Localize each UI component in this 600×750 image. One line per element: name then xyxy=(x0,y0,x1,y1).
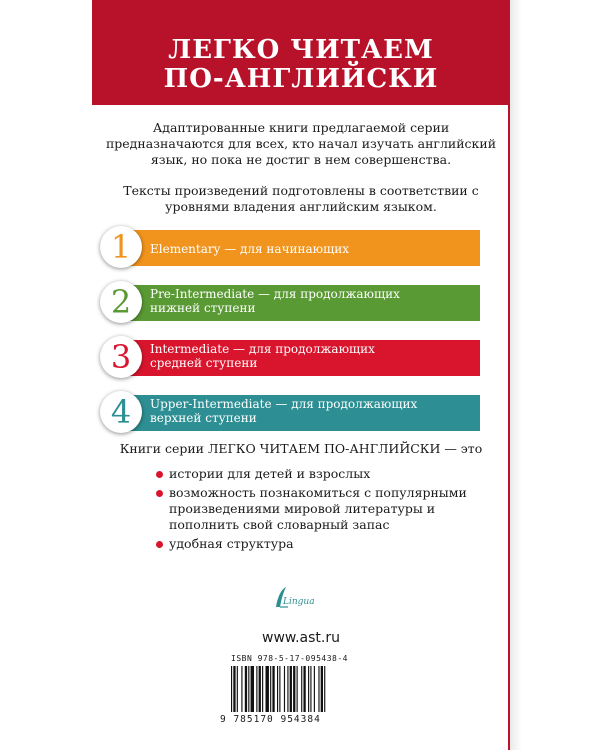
level-1-label: Elementary — для начинающих xyxy=(150,242,350,256)
level-4-label: Upper-Intermediate — для продолжающих верхней ступени xyxy=(150,397,418,425)
barcode-bar xyxy=(293,666,295,712)
bullet-dot-icon xyxy=(156,490,163,497)
level-2-number: 2 xyxy=(100,281,142,323)
barcode-bar xyxy=(287,666,288,712)
bullet-dot-icon xyxy=(156,541,163,548)
barcode-bar xyxy=(321,666,323,712)
barcode-bar xyxy=(314,666,315,712)
publisher-website: www.ast.ru xyxy=(262,630,340,646)
barcode-bar xyxy=(259,666,261,712)
series-title-line1: ЛЕГКО ЧИТАЕМ xyxy=(168,35,434,65)
barcode-bar xyxy=(233,666,235,712)
intro-paragraph-1: Адаптированные книги предлагаемой серии предназначаются для всех, кто начал изучать английский язык, но пока не достиг в нем совершенства. xyxy=(105,120,497,167)
barcode-bar xyxy=(248,666,249,712)
barcode-bar xyxy=(308,666,309,712)
barcode-bar xyxy=(324,666,325,712)
list-item: истории для детей и взрослых xyxy=(156,466,496,482)
cover-edge-shadow xyxy=(508,0,522,750)
barcode-bar xyxy=(245,666,247,712)
barcode-bar xyxy=(290,666,292,712)
barcode-bar xyxy=(231,666,232,712)
barcode-bar xyxy=(266,666,269,712)
barcode-bar xyxy=(279,666,280,712)
barcode-bar xyxy=(237,666,238,712)
list-item: удобная структура xyxy=(156,536,496,552)
barcode-bar xyxy=(262,666,263,712)
barcode-bar xyxy=(272,666,274,712)
barcode-bar xyxy=(270,666,271,712)
level-1-number: 1 xyxy=(100,226,142,268)
level-3-row xyxy=(100,336,510,376)
level-3-label: Intermediate — для продолжающих средней ступени xyxy=(150,342,375,370)
barcode-bar xyxy=(256,666,257,712)
level-2-row xyxy=(100,281,510,321)
barcode-bar xyxy=(284,666,285,712)
barcode-bar xyxy=(241,666,242,712)
series-title-line2: ПО-АНГЛИЙСКИ xyxy=(163,64,439,94)
barcode-icon xyxy=(231,666,374,712)
barcode-bar xyxy=(318,666,319,712)
barcode-bar xyxy=(251,666,254,712)
barcode-bar xyxy=(310,666,311,712)
level-4-row xyxy=(100,391,510,431)
barcode-digits: 9 785170 954384 xyxy=(220,714,321,725)
level-3-number: 3 xyxy=(100,336,142,378)
barcode-bar xyxy=(277,666,278,712)
level-2-label: Pre-Intermediate — для продолжающих нижней ступени xyxy=(150,287,400,315)
bullet-dot-icon xyxy=(156,471,163,478)
barcode-bar xyxy=(301,666,302,712)
level-4-bar xyxy=(114,395,480,431)
level-1-row xyxy=(100,226,510,266)
isbn-number: ISBN 978-5-17-095438-4 xyxy=(231,654,348,663)
level-1-bar xyxy=(114,230,480,266)
level-3-bar xyxy=(114,340,480,376)
level-2-bar xyxy=(114,285,480,321)
list-item: возможность познакомиться с популярными произведениями мировой литературы и пополнить свой словарный запас xyxy=(156,485,496,533)
feature-list xyxy=(156,466,496,555)
series-description: Книги серии ЛЕГКО ЧИТАЕМ ПО-АНГЛИЙСКИ — это xyxy=(119,441,483,456)
level-4-number: 4 xyxy=(100,391,142,433)
intro-paragraph-2: Тексты произведений подготовлены в соответствии с уровнями владения английским языком. xyxy=(123,183,479,214)
barcode-bar xyxy=(303,666,305,712)
publisher-logo-text: Lingua xyxy=(283,597,315,607)
barcode-bar xyxy=(297,666,298,712)
